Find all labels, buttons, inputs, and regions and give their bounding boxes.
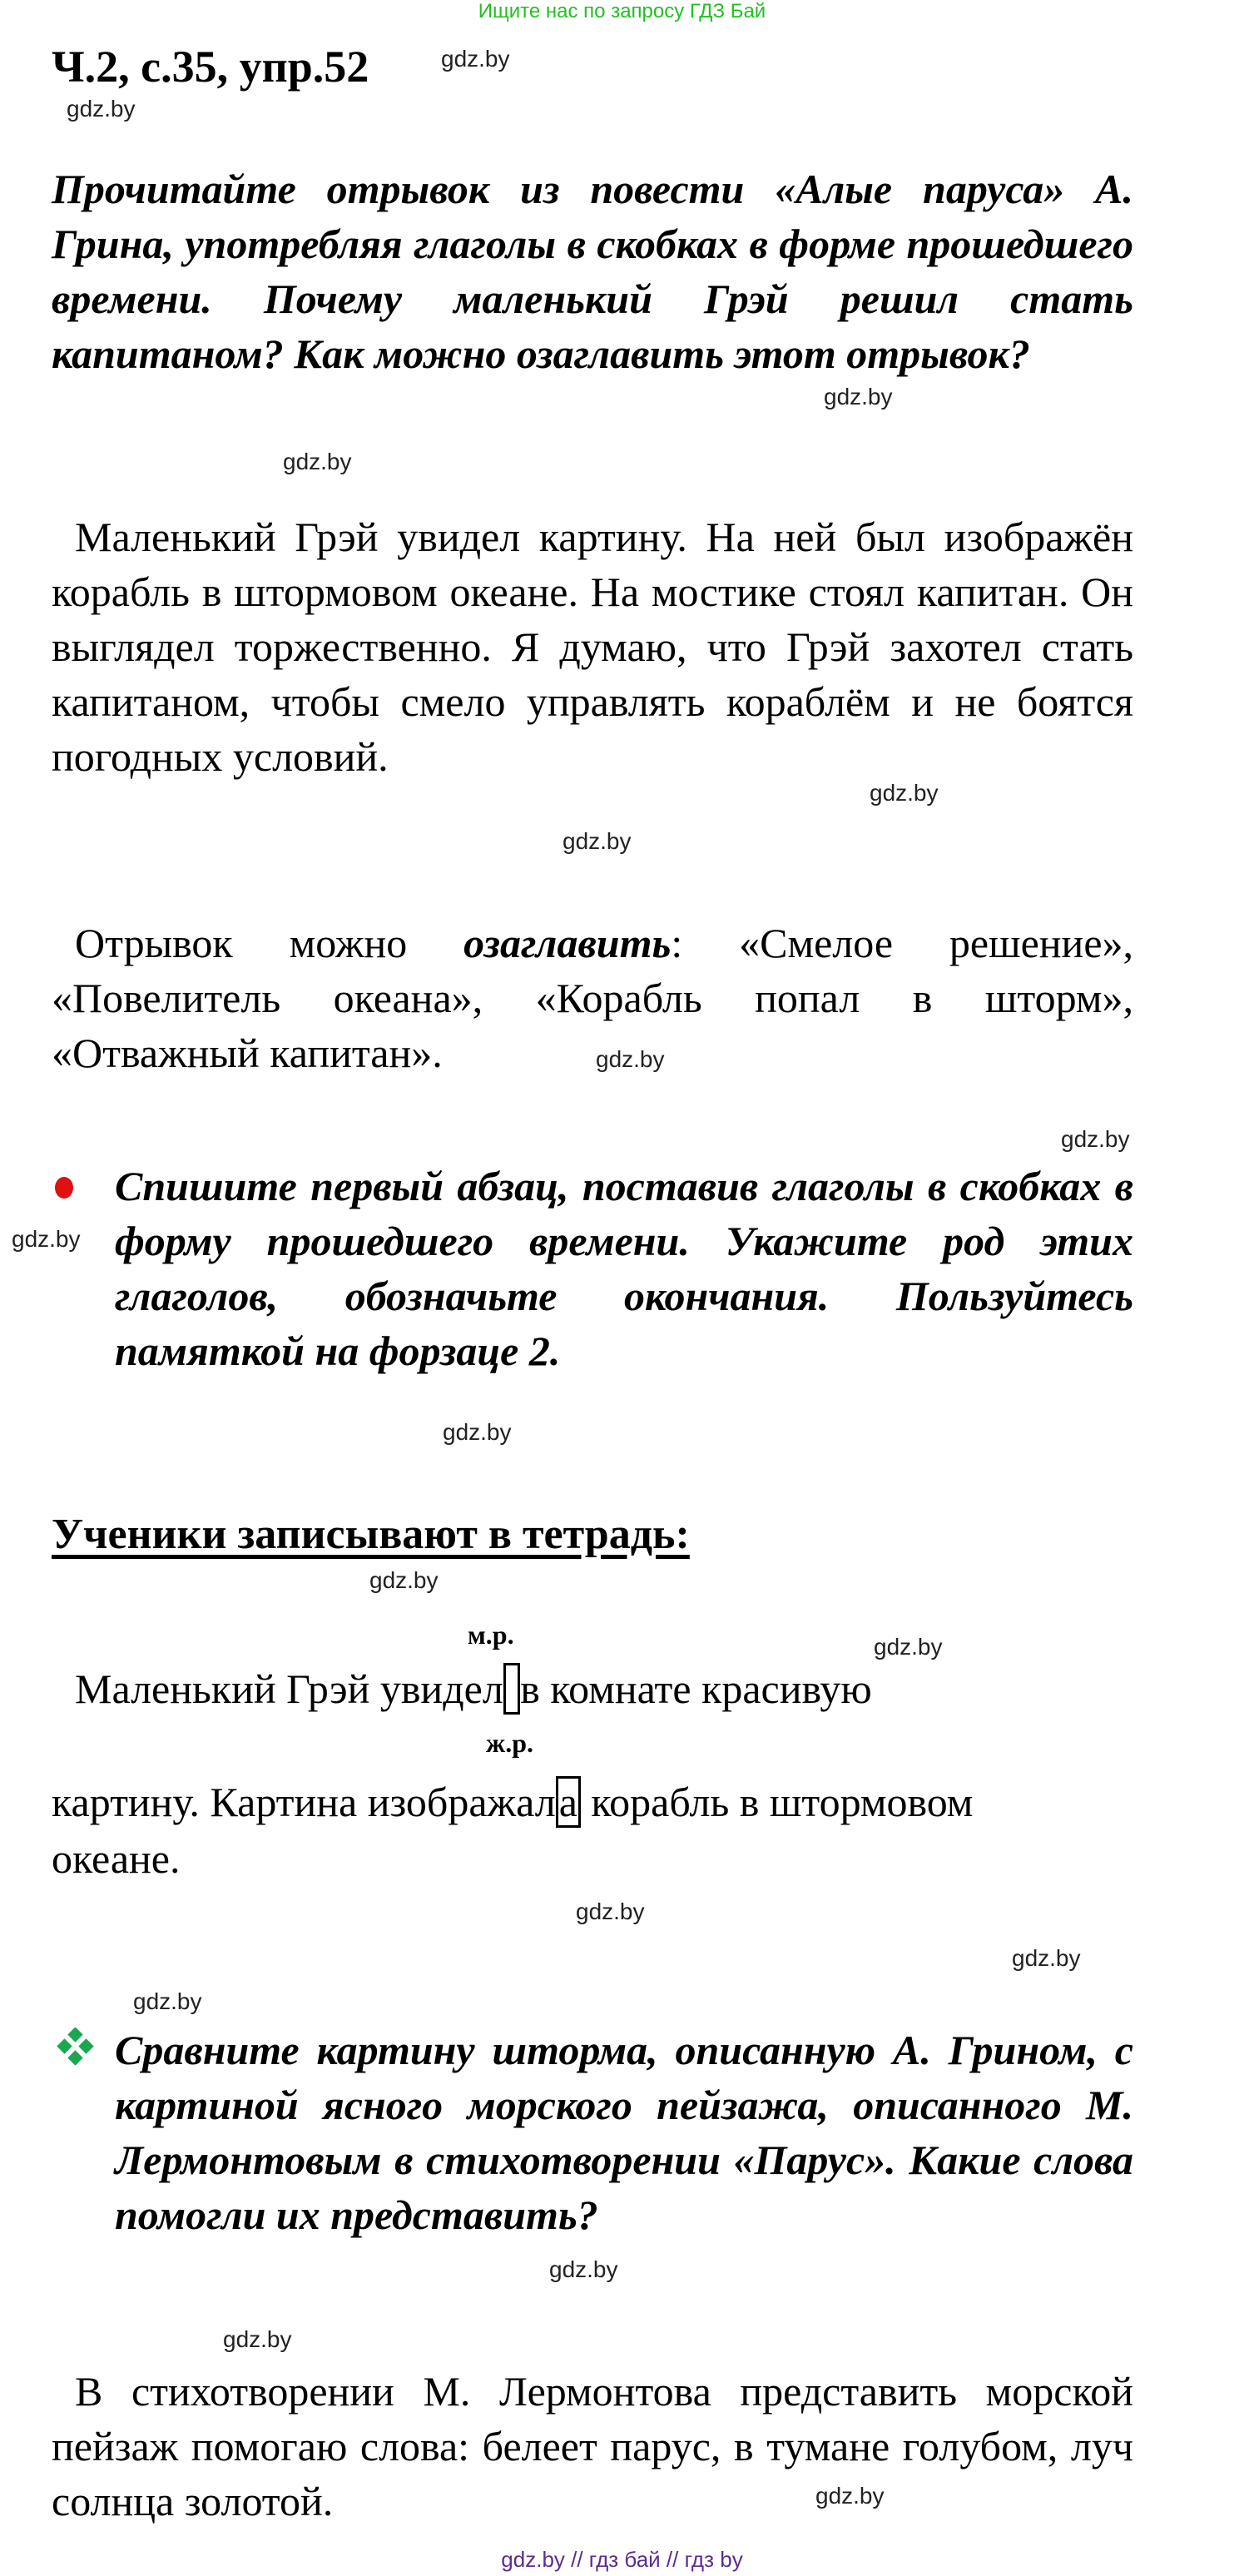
answer-2-after: : «Смелое решение», «Повелитель океана», «Корабль попал в шторм», «Отважный капитан». <box>52 920 1134 1076</box>
answer-1-text: Маленький Грэй увидел картину. На ней был изображён корабль в штормовом океане. На мостике стоял капитан. Он выглядел торжественно. Я думаю, что Грэй захотел стать капитаном, чтобы смело управлять кораблём и не боятся погодных условий. <box>52 514 1133 780</box>
watermark: gdz.by <box>67 96 136 122</box>
watermark: gdz.by <box>824 384 893 409</box>
watermark: gdz.by <box>283 449 352 474</box>
notebook-heading: Ученики записывают в тетрадь: <box>52 1511 690 1558</box>
answer-2-paragraph <box>52 916 1133 1080</box>
watermark: gdz.by <box>596 1046 665 1072</box>
task-1-text: Прочитайте отрывок из повести «Алые паруса» А. Грина, употребляя глаголы в скобках в форме прошедшего времени. Почему маленький Грэй решил стать капитаном? Как можно озаглавить этот отрывок? <box>52 166 1133 377</box>
watermark: gdz.by <box>1061 1126 1130 1152</box>
watermark: gdz.by <box>369 1567 439 1593</box>
gender-label-feminine: ж.р. <box>486 1728 533 1758</box>
watermark: gdz.by <box>12 1226 81 1252</box>
task-3-text: Сравните картину шторма, описанную А. Грином, с картиной ясного морского пейзажа, описанного М. Лермонтовым в стихотворении «Парус». Какие слова помогли их представить? <box>115 2027 1133 2238</box>
watermark: gdz.by <box>133 1988 202 2014</box>
watermark: gdz.by <box>223 2326 292 2352</box>
watermark: gdz.by <box>1012 1945 1081 1971</box>
watermark: gdz.by <box>443 1419 512 1445</box>
notebook-line-1-text: Маленький Грэй увидел <box>75 1665 503 1712</box>
answer-2-before: Отрывок можно <box>75 920 464 966</box>
watermark: gdz.by <box>815 2483 885 2509</box>
search-banner: Ищите нас по запросу ГДЗ Бай <box>478 0 766 22</box>
notebook-line-2-text: картину. Картина изображал <box>52 1779 556 1825</box>
watermark: gdz.by <box>563 828 632 854</box>
answer-3-paragraph <box>52 2364 1133 2529</box>
watermark: gdz.by <box>441 46 510 72</box>
ending-box-a: а <box>556 1776 581 1828</box>
ending-box-empty <box>503 1663 521 1715</box>
gender-label-masculine: м.р. <box>468 1620 514 1650</box>
red-bullet-icon <box>55 1177 73 1199</box>
watermark: gdz.by <box>576 1898 645 1924</box>
notebook-line-2-rest: корабль в штормовом <box>580 1779 974 1825</box>
exercise-title: Ч.2, с.35, упр.52 <box>52 42 369 92</box>
notebook-line-1 <box>75 1661 872 1716</box>
footer-links: gdz.by // гдз бай // гдз by <box>501 2547 743 2572</box>
notebook-line-2 <box>52 1774 973 1829</box>
task-2-text: Спишите первый абзац, поставив глаголы в скобках в форму прошедшего времени. Укажите род этих глаголов, обозначьте окончания. Пользуйтесь памяткой на форзаце 2. <box>115 1163 1133 1374</box>
answer-2-emphasis: озаглавить <box>463 920 672 966</box>
green-diamond-bullet-icon <box>57 2028 95 2066</box>
notebook-line-1-rest: в комнате красивую <box>520 1665 872 1712</box>
answer-1-paragraph <box>52 509 1133 784</box>
watermark: gdz.by <box>549 2256 618 2282</box>
watermark: gdz.by <box>870 780 939 806</box>
notebook-line-3: океане. <box>52 1835 181 1882</box>
answer-3-text: В стихотворении М. Лермонтова представить морской пейзаж помогаю слова: белеет парус, в тумане голубом, луч солнца золотой. <box>52 2368 1133 2524</box>
watermark: gdz.by <box>874 1634 943 1660</box>
